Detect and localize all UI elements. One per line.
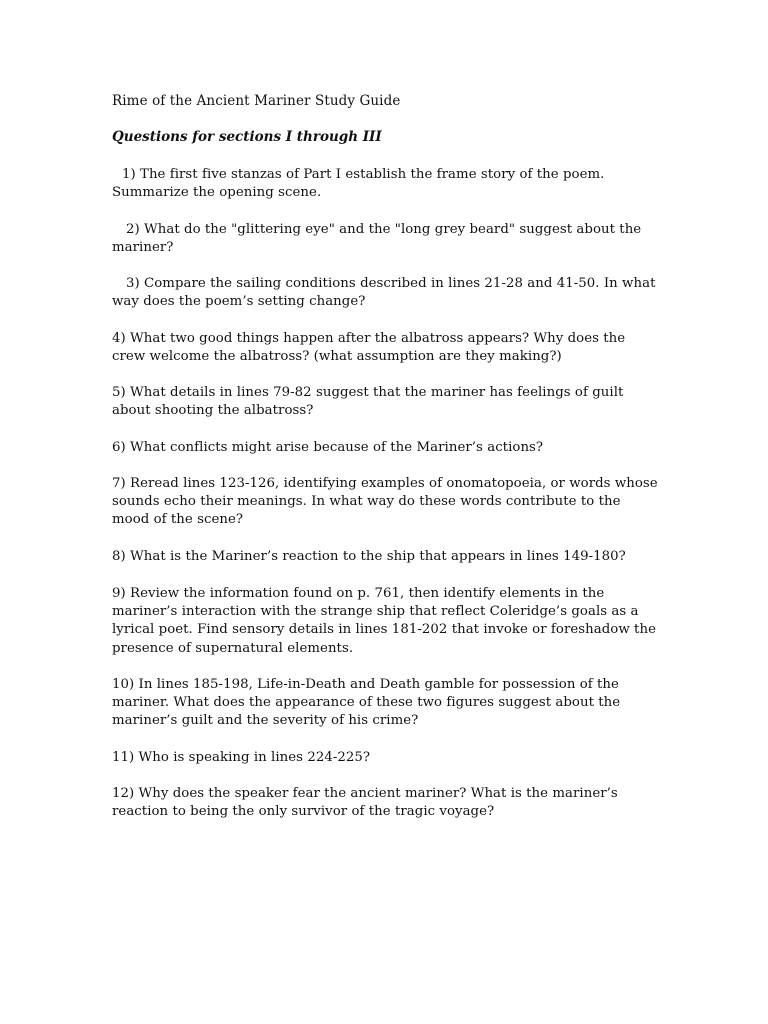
question-item: 1) The first five stanzas of Part I establish the frame story of the poem. Summarize the opening scene. [112,167,605,201]
question-item: 6) What conflicts might arise because of the Mariner’s actions? [112,440,544,455]
question-item: 3) Compare the sailing conditions described in lines 21-28 and 41-50. In what way does the poem’s setting change? [112,276,656,310]
question-item: 9) Review the information found on p. 761, then identify elements in the mariner’s interaction with the strange ship that reflect Coleridge’s goals as a lyrical poet. Find sensory details in lines 181-202 that invoke or foreshadow the presence of supernatural elements. [112,586,656,656]
question-item: 2) What do the "glittering eye" and the "long grey beard" suggest about the mariner? [112,222,642,256]
question-item: 12) Why does the speaker fear the ancient mariner? What is the mariner’s reaction to being the only survivor of the tragic voyage? [112,786,618,820]
question-item: 10) In lines 185-198, Life-in-Death and Death gamble for possession of the mariner. What does the appearance of these two figures suggest about the mariner’s guilt and the severity of his crime? [112,677,621,729]
section-heading: Questions for sections I through III [112,129,382,145]
question-item: 5) What details in lines 79-82 suggest that the mariner has feelings of guilt about shooting the albatross? [112,385,624,419]
question-item: 8) What is the Mariner’s reaction to the ship that appears in lines 149-180? [112,549,626,564]
question-item: 4) What two good things happen after the albatross appears? Why does the crew welcome the albatross? (what assumption are they making?) [112,331,626,365]
question-item: 7) Reread lines 123-126, identifying examples of onomatopoeia, or words whose sounds echo their meanings. In what way do these words contribute to the mood of the scene? [112,476,658,528]
document-title: Rime of the Ancient Mariner Study Guide [112,93,401,109]
question-item: 11) Who is speaking in lines 224-225? [112,750,371,765]
